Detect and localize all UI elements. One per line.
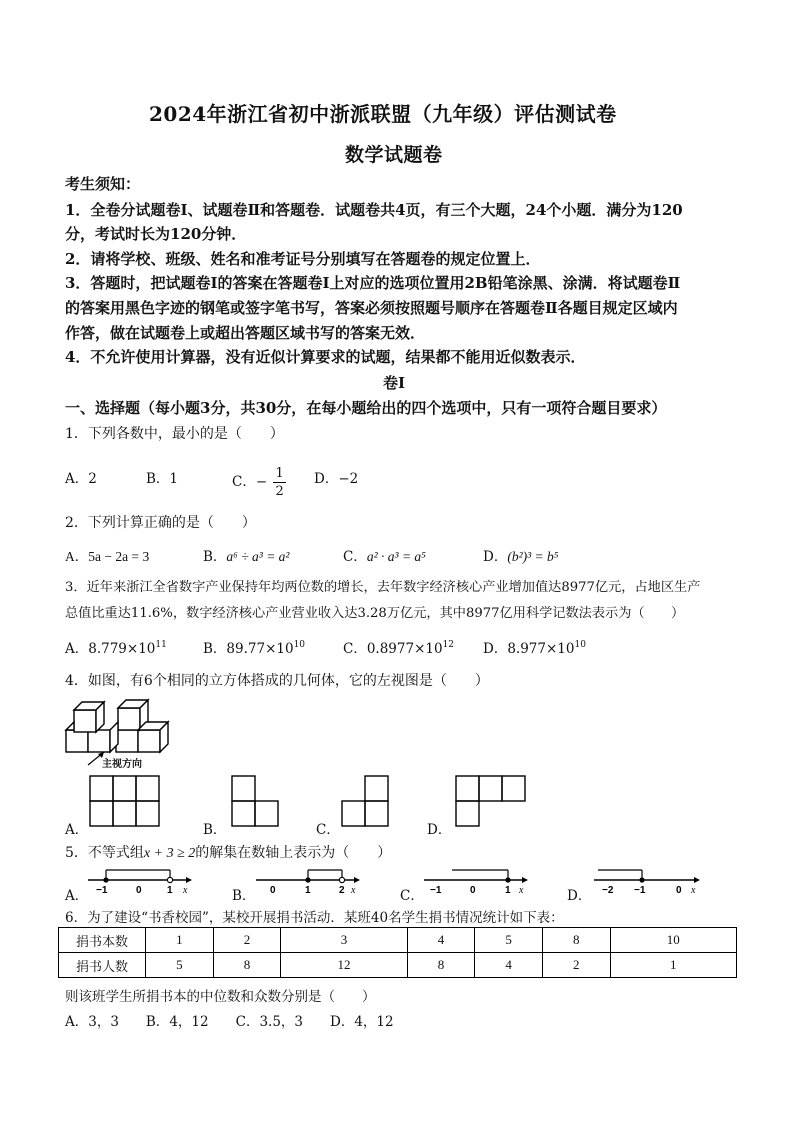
q1-option-a: A．2 — [65, 471, 97, 487]
q1-option-b: B．1 — [146, 471, 179, 487]
q2-option-b-label: B． — [203, 549, 227, 565]
q6-stem: 6．为了建设“书香校园”，某校开展捐书活动．某班40名学生捐书情况统计如下表： — [65, 910, 564, 926]
q2-option-d — [483, 545, 558, 565]
q5-a-tick-3: 1 — [167, 885, 173, 896]
q3-b-base: B．89.77×10 — [203, 641, 294, 657]
q1-option-c — [232, 467, 286, 498]
table-cell: 1 — [610, 953, 736, 978]
q2-option-c-expr: a² · a³ = a⁵ — [366, 549, 426, 564]
q2-option-d-expr: (b²)³ = b⁵ — [507, 549, 559, 564]
table-cell: 4 — [475, 953, 543, 978]
notice-item-3c: 作答，做在试题卷上或超出答题区域书写的答案无效． — [65, 324, 426, 342]
table-cell: 5 — [146, 953, 214, 978]
notice-item-3b: 的答案用黑色字迹的钢笔或签字笔书写，答案必须按照题号顺序在答题卷Ⅱ各题目规定区域内 — [65, 299, 678, 317]
q2-option-c-label: C． — [343, 549, 367, 565]
q1-fraction — [273, 467, 285, 498]
q4-option-a: A． — [65, 822, 89, 838]
notice-item-1a: 1．全卷分试题卷Ⅰ、试题卷Ⅱ和答题卷．试题卷共4页，有三个大题，24个小题．满分为120 — [65, 201, 683, 219]
q2-stem: 2．下列计算正确的是（ ） — [65, 515, 256, 531]
q5-option-d: D． — [567, 888, 592, 904]
q1-fraction-den: 2 — [275, 484, 284, 499]
q3-c-base: C．0.8977×10 — [343, 641, 443, 657]
q5-a-axis-var: x — [183, 885, 188, 896]
table-cell: 8 — [407, 953, 475, 978]
q2-option-b — [203, 545, 289, 565]
q5-axis-c — [422, 866, 532, 896]
q6-options: A．3，3 B．4，12 C．3.5，3 D．4，12 — [65, 1014, 394, 1030]
section-heading: 一、选择题（每小题3分，共30分，在每小题给出的四个选项中，只有一项符合题目要求） — [65, 399, 667, 417]
table-cell: 12 — [281, 953, 407, 978]
table-cell: 捐书人数 — [59, 953, 146, 978]
page-subtitle: 数学试题卷 — [345, 144, 443, 166]
q4-option-a-shape — [88, 774, 162, 828]
q6-question: 则该班学生所捐书本的中位数和众数分别是（ ） — [65, 989, 376, 1005]
q5-option-c: C． — [400, 888, 424, 904]
q2-option-b-expr: a⁶ ÷ a³ = a² — [226, 549, 290, 564]
q5-a-tick-1: −1 — [96, 885, 108, 896]
q5-stem-suffix: 的解集在数轴上表示为（ ） — [195, 845, 392, 861]
q4-option-d-shape — [454, 774, 528, 828]
q5-option-b: B． — [232, 888, 256, 904]
q5-c-axis-var: x — [519, 885, 524, 896]
notice-heading: 考生须知： — [65, 175, 141, 193]
q3-b-exp: 10 — [293, 640, 306, 650]
table-cell: 10 — [610, 928, 736, 953]
q4-view-label: 主视方向 — [102, 759, 142, 770]
q3-option-b — [203, 637, 305, 657]
q4-option-d: D． — [427, 822, 452, 838]
q1-option-c-prefix: C．− — [232, 474, 268, 490]
q5-b-tick-2: 1 — [305, 885, 311, 896]
table-cell: 2 — [542, 953, 610, 978]
table-cell: 4 — [407, 928, 475, 953]
q2-option-c — [343, 545, 426, 565]
q4-option-c: C． — [316, 822, 340, 838]
table-cell: 2 — [213, 928, 281, 953]
q2-option-d-label: D． — [483, 549, 508, 565]
q5-a-tick-2: 0 — [136, 885, 142, 896]
table-cell: 8 — [213, 953, 281, 978]
q5-b-tick-3: 2 — [339, 885, 345, 896]
q3-a-exp: 11 — [155, 640, 167, 650]
page-title: 2024年浙江省初中浙派联盟（九年级）评估测试卷 — [149, 102, 617, 126]
volume-label: 卷Ⅰ — [383, 374, 406, 392]
q4-stem: 4．如图，有6个相同的立方体搭成的几何体，它的左视图是（ ） — [65, 673, 489, 689]
table-cell: 1 — [146, 928, 214, 953]
q5-d-tick-1: −2 — [602, 885, 614, 896]
q3-a-base: A．8.779×10 — [65, 641, 156, 657]
table-row — [59, 953, 737, 978]
q1-fraction-num: 1 — [275, 466, 284, 481]
q5-d-tick-2: −1 — [634, 885, 646, 896]
q5-b-tick-1: 0 — [270, 885, 276, 896]
q3-d-base: D．8.977×10 — [483, 641, 575, 657]
q4-option-c-shape — [340, 774, 392, 828]
q5-c-tick-2: 0 — [470, 885, 476, 896]
q3-line-1: 3．近年来浙江全省数字产业保持年均两位数的增长，去年数字经济核心产业增加值达8977亿元，占地区生产 — [65, 580, 701, 595]
q4-option-b: B． — [203, 822, 227, 838]
q5-stem-expr: x + 3 ≥ 2 — [143, 846, 196, 861]
notice-item-2: 2．请将学校、班级、姓名和准考证号分别填写在答题卷的规定位置上． — [65, 250, 541, 268]
q5-c-tick-3: 1 — [505, 885, 511, 896]
table-cell: 5 — [475, 928, 543, 953]
q5-option-a: A． — [65, 888, 89, 904]
q1-stem: 1．下列各数中，最小的是（ ） — [65, 426, 284, 442]
q3-option-d — [483, 637, 586, 657]
q5-b-axis-var: x — [351, 885, 356, 896]
q4-option-b-shape — [230, 774, 282, 828]
q5-c-tick-1: −1 — [430, 885, 442, 896]
q3-line-2: 总值比重达11.6%，数字经济核心产业营业收入达3.28万亿元，其中8977亿用科学记数法表示为（ ） — [65, 606, 685, 621]
q5-d-tick-3: 0 — [676, 885, 682, 896]
q6-stats-table — [58, 927, 737, 978]
table-cell: 捐书本数 — [59, 928, 146, 953]
q3-d-exp: 10 — [574, 640, 586, 650]
notice-item-1b: 分，考试时长为120分钟． — [65, 225, 247, 243]
q5-axis-b — [254, 866, 364, 896]
q5-d-axis-var: x — [691, 885, 696, 896]
table-cell: 3 — [281, 928, 407, 953]
q3-option-c — [343, 637, 454, 657]
notice-item-4: 4．不允许使用计算器，没有近似计算要求的试题，结果都不能用近似数表示． — [65, 348, 586, 366]
q5-axis-d — [592, 866, 704, 896]
q1-option-d: D．−2 — [314, 471, 359, 487]
q3-c-exp: 12 — [442, 640, 455, 650]
table-row — [59, 928, 737, 953]
q5-stem — [65, 842, 391, 862]
q3-option-a — [65, 637, 167, 657]
q2-option-a: A．5a − 2a = 3 — [65, 549, 150, 564]
q5-stem-prefix: 5．不等式组 — [65, 845, 144, 861]
q5-axis-a — [86, 866, 196, 896]
table-cell: 8 — [542, 928, 610, 953]
notice-item-3a: 3．答题时，把试题卷Ⅰ的答案在答题卷Ⅰ上对应的选项位置用2B铅笔涂黑、涂满．将试题卷Ⅱ — [65, 274, 681, 292]
